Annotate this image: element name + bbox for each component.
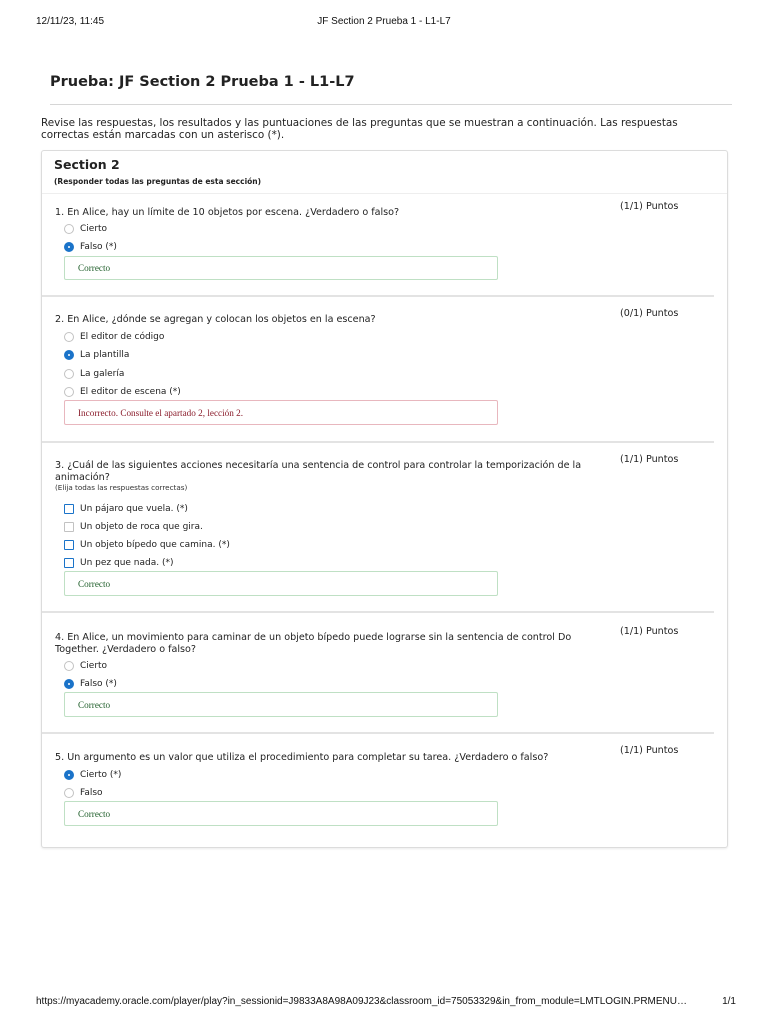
option-label: El editor de código <box>80 332 165 342</box>
option-label: Falso <box>80 788 103 798</box>
checkbox[interactable] <box>64 540 74 550</box>
question-text: 3. ¿Cuál de las siguientes acciones necesitaría una sentencia de control para controlar la temporización de la animación? <box>55 460 582 483</box>
question-2 <box>42 297 727 443</box>
option-label: La galería <box>80 369 125 379</box>
option-editor-escena[interactable] <box>64 385 181 399</box>
section-card <box>41 150 728 848</box>
option-bipedo[interactable] <box>64 538 230 552</box>
checkbox[interactable] <box>64 504 74 514</box>
option-label: La plantilla <box>80 350 130 360</box>
question-text: 4. En Alice, un movimiento para caminar de un objeto bípedo puede lograrse sin la sentencia de control Do Together. ¿Verdadero o falso? <box>55 632 572 655</box>
option-cierto[interactable] <box>64 222 107 236</box>
checkbox[interactable] <box>64 558 74 568</box>
question-hint: (Elija todas las respuestas correctas) <box>55 483 188 492</box>
radio-button-selected[interactable] <box>64 242 74 252</box>
question-points: (1/1) Puntos <box>620 745 679 756</box>
option-falso[interactable] <box>64 677 117 691</box>
feedback-box: Incorrecto. Consulte el apartado 2, lección 2. <box>64 400 498 425</box>
print-footer <box>0 996 768 1010</box>
print-header <box>0 16 768 30</box>
question-1 <box>42 193 727 297</box>
question-points: (1/1) Puntos <box>620 454 679 465</box>
question-3 <box>42 443 727 613</box>
radio-button[interactable] <box>64 788 74 798</box>
option-label: El editor de escena (*) <box>80 387 181 397</box>
option-falso[interactable] <box>64 240 117 254</box>
question-text: 2. En Alice, ¿dónde se agregan y colocan los objetos en la escena? <box>55 314 376 325</box>
print-datetime: 12/11/23, 11:45 <box>36 16 105 27</box>
page-title: Prueba: JF Section 2 Prueba 1 - L1-L7 <box>50 74 355 90</box>
option-label: Un objeto de roca que gira. <box>80 522 203 532</box>
question-text: 5. Un argumento es un valor que utiliza el procedimiento para completar su tarea. ¿Verdadero o falso? <box>55 752 549 763</box>
feedback-box: Correcto <box>64 801 498 826</box>
section-subtitle: (Responder todas las preguntas de esta sección) <box>54 177 262 186</box>
radio-button[interactable] <box>64 224 74 234</box>
option-cierto[interactable] <box>64 768 121 782</box>
option-label: Cierto (*) <box>80 770 122 780</box>
option-label: Un pez que nada. (*) <box>80 558 174 568</box>
option-falso[interactable] <box>64 786 103 800</box>
radio-button[interactable] <box>64 387 74 397</box>
radio-button-selected[interactable] <box>64 679 74 689</box>
section-header <box>42 151 727 194</box>
option-label: Un objeto bípedo que camina. (*) <box>80 540 230 550</box>
radio-button[interactable] <box>64 332 74 342</box>
radio-button-selected[interactable] <box>64 770 74 780</box>
question-points: (1/1) Puntos <box>620 626 679 637</box>
option-editor-codigo[interactable] <box>64 330 164 344</box>
print-page-number: 1/1 <box>722 996 736 1007</box>
title-divider <box>50 104 732 105</box>
question-4 <box>42 613 727 734</box>
option-label: Cierto <box>80 661 108 671</box>
option-cierto[interactable] <box>64 659 107 673</box>
option-plantilla[interactable] <box>64 348 129 362</box>
option-label: Falso (*) <box>80 679 117 689</box>
option-pez[interactable] <box>64 556 174 570</box>
question-text: 1. En Alice, hay un límite de 10 objetos por escena. ¿Verdadero o falso? <box>55 207 400 218</box>
print-url: https://myacademy.oracle.com/player/play?in_sessionid=J9833A8A98A09J23&classroom_id=75053329&in_from_module=LMTLOGIN.PRMENU… <box>36 996 687 1007</box>
option-label: Falso (*) <box>80 242 117 252</box>
option-galeria[interactable] <box>64 367 124 381</box>
print-doc-title: JF Section 2 Prueba 1 - L1-L7 <box>317 16 451 27</box>
section-title: Section 2 <box>54 157 120 172</box>
radio-button-selected[interactable] <box>64 350 74 360</box>
feedback-box: Correcto <box>64 256 498 280</box>
intro-text: Revise las respuestas, los resultados y las puntuaciones de las preguntas que se muestran a continuación. Las respuestas correctas están marcadas con un asterisco (*). <box>41 117 678 141</box>
feedback-box: Correcto <box>64 692 498 717</box>
question-points: (0/1) Puntos <box>620 308 679 319</box>
feedback-box: Correcto <box>64 571 498 596</box>
option-pajaro[interactable] <box>64 502 188 516</box>
radio-button[interactable] <box>64 661 74 671</box>
radio-button[interactable] <box>64 369 74 379</box>
question-points: (1/1) Puntos <box>620 201 679 212</box>
option-roca[interactable] <box>64 520 203 534</box>
checkbox[interactable] <box>64 522 74 532</box>
option-label: Cierto <box>80 224 108 234</box>
option-label: Un pájaro que vuela. (*) <box>80 504 188 514</box>
question-5 <box>42 734 727 844</box>
